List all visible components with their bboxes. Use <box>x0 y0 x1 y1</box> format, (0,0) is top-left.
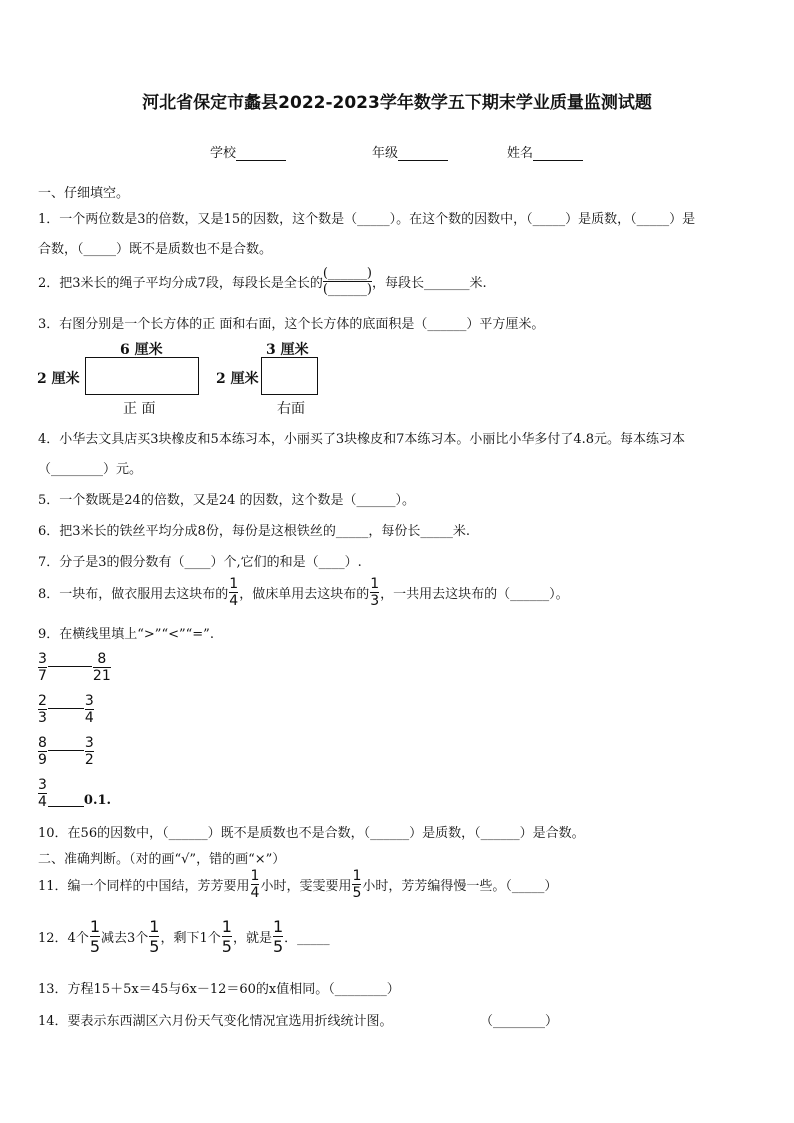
question-12-text-d: ，就是 <box>232 931 272 946</box>
compare-4-right: 0.1. <box>83 793 112 808</box>
question-2-text-b: ，每段长_______米. <box>371 276 487 291</box>
compare-2-left: $\frac{2}{3}$ <box>38 693 47 726</box>
fraction-one-third: $\frac{1}{3}$ <box>370 576 380 609</box>
section-2-heading: 二、准确判断。（对的画“√”，错的画“×”） <box>38 852 286 867</box>
question-2-text-a: 2．把3米长的绳子平均分成7段，每段长是全长的 <box>38 276 323 291</box>
compare-1-blank[interactable] <box>48 666 92 667</box>
question-8 <box>38 576 569 609</box>
question-4-line-2: （________）元。 <box>38 462 143 477</box>
compare-4-blank[interactable] <box>48 806 84 807</box>
question-12-text-a: 12．4个 <box>38 931 89 946</box>
question-12-text-c: ，剩下1个 <box>160 931 221 946</box>
question-9: 9．在横线里填上“>”“<”“=”. <box>38 627 214 642</box>
question-12 <box>38 917 330 956</box>
compare-item-4[interactable] <box>37 777 111 810</box>
fraction-a: $\frac{1}{5}$ <box>89 917 101 956</box>
question-11-text-b: 小时，雯雯要用 <box>260 879 352 894</box>
question-8-text-a: 8．一块布，做衣服用去这块布的 <box>38 587 229 602</box>
question-4-line-1: 4．小华去文具店买3块橡皮和5本练习本，小丽买了3块橡皮和7本练习本。小丽比小华多付了4.8元。每本练习本 <box>38 432 686 447</box>
side-face-rect <box>261 357 318 395</box>
question-1-line-2: 合数，（_____）既不是质数也不是合数。 <box>38 242 273 257</box>
question-7: 7．分子是3的假分数有（____）个,它们的和是（____）. <box>38 555 362 570</box>
question-8-text-b: ，做床单用去这块布的 <box>239 587 370 602</box>
fraction-one-fifth: $\frac{1}{5}$ <box>352 868 362 901</box>
question-12-text-b: 减去3个 <box>101 931 149 946</box>
question-2-fraction[interactable]: $\frac{(\_\_\_\_\_\_)}{(\_\_\_\_\_\_)}$ <box>322 266 372 297</box>
question-11-text-c: 小时，芳芳编得慢一些。（_____） <box>362 879 558 894</box>
school-field[interactable] <box>210 142 286 161</box>
side-height-label: 2 厘米 <box>216 371 259 387</box>
front-height-label: 2 厘米 <box>37 371 80 387</box>
front-width-label: 6 厘米 <box>120 342 163 358</box>
question-1-line-1: 1．一个两位数是3的倍数，又是15的因数，这个数是（_____）。在这个数的因数中，（_____）是质数，（_____）是 <box>38 212 696 227</box>
question-11-text-a: 11．编一个同样的中国结，芳芳要用 <box>38 879 250 894</box>
fraction-c: $\frac{1}{5}$ <box>221 917 232 956</box>
side-caption: 右面 <box>277 401 305 417</box>
compare-3-right: $\frac{3}{2}$ <box>84 735 94 768</box>
compare-1-left: $\frac{3}{7}$ <box>38 651 47 684</box>
question-3: 3．右图分别是一个长方体的正 面和右面，这个长方体的底面积是（______）平方厘米。 <box>38 317 545 332</box>
compare-2-right: $\frac{3}{4}$ <box>84 693 94 726</box>
side-width-label: 3 厘米 <box>266 342 309 358</box>
name-field[interactable] <box>507 142 583 161</box>
grade-label: 年级 <box>372 146 399 161</box>
front-face-rect <box>85 357 199 395</box>
compare-item-1[interactable] <box>37 651 112 684</box>
compare-1-right: $\frac{8}{21}$ <box>92 651 111 684</box>
fraction-one-quarter: $\frac{1}{4}$ <box>229 576 239 609</box>
question-10: 10．在56的因数中，（______）既不是质数也不是合数，（______）是质数，（______）是合数。 <box>38 826 585 841</box>
page-title: 河北省保定市蠡县2022-2023学年数学五下期末学业质量监测试题 <box>142 93 652 113</box>
compare-3-blank[interactable] <box>48 750 84 751</box>
question-6: 6．把3米长的铁丝平均分成8份，每份是这根铁丝的_____，每份长_____米. <box>38 524 470 539</box>
grade-field[interactable] <box>372 142 448 161</box>
section-1-heading: 一、仔细填空。 <box>38 186 130 201</box>
name-label: 姓名 <box>507 146 534 161</box>
compare-3-left: $\frac{8}{9}$ <box>38 735 47 768</box>
question-2 <box>38 266 487 297</box>
compare-item-3[interactable] <box>37 735 95 768</box>
question-14-answer[interactable]: （________） <box>480 1014 559 1029</box>
fraction-one-quarter-b: $\frac{1}{4}$ <box>250 868 260 901</box>
question-13: 13．方程15＋5x＝45与6x－12＝60的x值相同。（________） <box>38 982 400 997</box>
question-11 <box>38 868 557 901</box>
front-caption: 正 面 <box>123 401 156 417</box>
fraction-b: $\frac{1}{5}$ <box>149 917 160 956</box>
compare-item-2[interactable] <box>37 693 95 726</box>
question-14: 14．要表示东西湖区六月份天气变化情况宜选用折线统计图。 <box>38 1014 393 1029</box>
question-5: 5．一个数既是24的倍数，又是24 的因数，这个数是（______）。 <box>38 493 415 508</box>
compare-4-left: $\frac{3}{4}$ <box>38 777 47 810</box>
school-label: 学校 <box>210 146 237 161</box>
question-8-text-c: ，一共用去这块布的（______）。 <box>380 587 569 602</box>
question-12-text-e: ．_____ <box>284 931 330 946</box>
compare-2-blank[interactable] <box>48 708 84 709</box>
fraction-d: $\frac{1}{5}$ <box>272 917 284 956</box>
